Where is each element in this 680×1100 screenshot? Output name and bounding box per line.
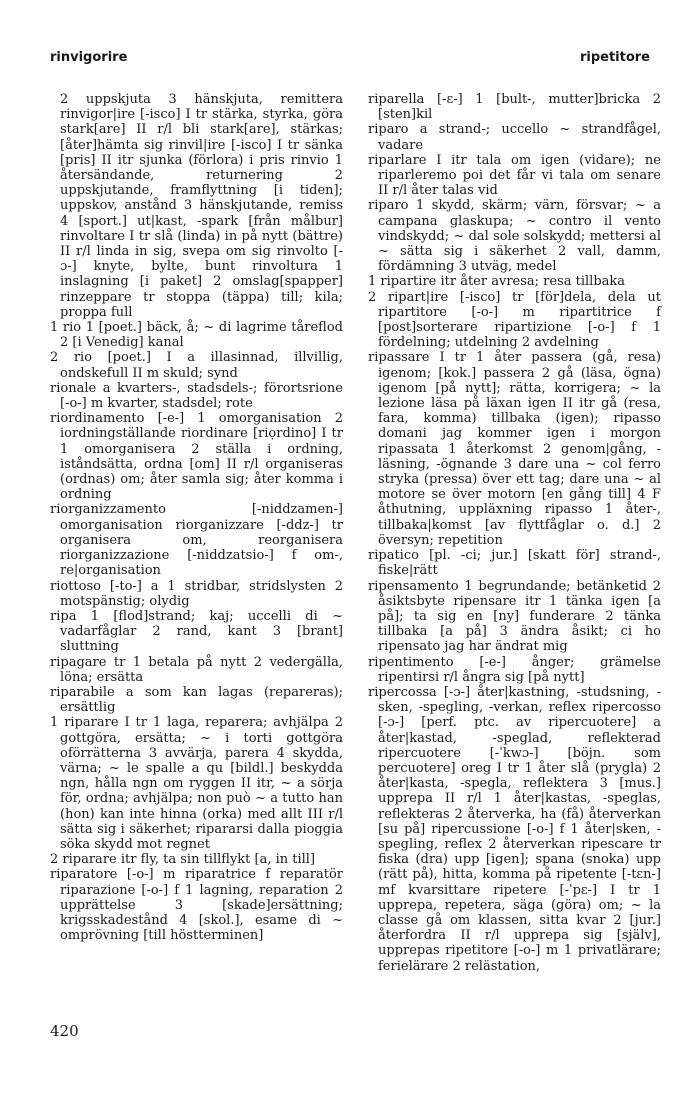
left-column: [50, 92, 343, 943]
dictionary-entry: ripagare tr 1 betala på nytt 2 vedergälla, löna; ersätta: [50, 654, 343, 685]
dictionary-entry: ripercossa [-ɔ-] åter|kastning, -studsning, -sken, -spegling, -verkan, reflex ripercosso [-ɔ-] [perf. ptc. av ripercuotere] a åter|kastad, -speglad, reflekterad ripercuotere [-ˈkwɔ-] [böjn. som percuotere] oreg I tr 1 åter slå (prygla) 2 åter|kasta, -spegla, reflektera 3 [mus.] upprepa II r/l 1 åter|kastas, -speglas, reflekteras 2 återverka, ha (få) återverkan [su på] ripercussione [-o-] f 1 åter|sken, -spegling, reflex 2 återverkan ripescare tr fiska (dra) upp [igen]; spana (snoka) upp (rätt på), hitta, komma på ripetente [-tɛn-] mf kvarsittare ripetere [-ˈpɛ-] I tr 1 upprepa, repetera, säga (göra) om; ~ la classe gå om klassen, sitta kvar 2 [jur.] återfordra II r/l upprepa sig [själv], upprepas ripetitore [-o-] m 1 privatlärare; ferielärare 2 relästation,: [368, 684, 661, 974]
left-guide-word: rinvigorire: [50, 50, 128, 65]
dictionary-entry: ripentimento [-e-] ånger; grämelse ripentirsi r/l ångra sig [på nytt]: [368, 654, 661, 685]
page-number: 420: [50, 1022, 79, 1040]
dictionary-entry: riordinamento [-e-] 1 omorganisation 2 iordningställande riordinare [riọrdino] I tr 1 omorganisera 2 ställa i ordning, iståndsätta, ordna [om] II r/l organiseras (ordnas) om; åter samla sig; åter komma i ordning: [50, 411, 343, 503]
dictionary-entry: riparo 1 skydd, skärm; värn, försvar; ~ a campana glaskupa; ~ contro il vento vindskydd; ~ dal sole solskydd; mettersi al ~ sätta sig i säkerhet 2 vall, damm, fördämning 3 utväg, medel: [368, 198, 661, 275]
right-column: [368, 92, 661, 974]
dictionary-entry: 1 ripartire itr åter avresa; resa tillbaka: [368, 274, 626, 290]
dictionary-entry: riparlare I itr tala om igen (vidare); ne riparleremo poi det får vi tala om senare II r/l åter talas vid: [368, 152, 661, 199]
right-guide-word: ripetitore: [579, 50, 650, 65]
dictionary-entry: riparatore [-o-] m riparatrice f reparatör riparazione [-o-] f 1 lagning, reparation 2 upprättelse 3 [skade]ersättning; krigsskadestånd 4 [skol.], esame di ~ omprövning [till höstterminen]: [50, 867, 343, 944]
dictionary-entry: 2 rio [poet.] I a illasinnad, illvillig, ondskefull II m skuld; synd: [50, 350, 343, 381]
dictionary-entry: riorganizzamento [-niddzamen-] omorganisation riorganizzare [-ddz-] tr organisera om, reorganisera riorganizzazione [-niddzatsio-] f om-, re|organisation: [50, 502, 343, 579]
dictionary-entry: 1 riparare I tr 1 laga, reparera; avhjälpa 2 gottgöra, ersätta; ~ i torti gottgöra oförrätterna 3 avvärja, parera 4 skydda, värna; ~ le spalle a qu [bildl.] beskydda ngn, hålla ngn om ryggen II itr, ~ a sörja för, ordna; avhjälpa; non può ~ a tutto han (hon) kan inte hinna (orka) med allt III r/l sätta sig i säkerhet; ripararsi dalla pioggia söka skydd mot regnet: [50, 715, 343, 852]
dictionary-entry: riparo a strand-; uccello ~ strandfågel, vadare: [368, 122, 661, 153]
dictionary-entry: ripassare I tr 1 åter passera (gå, resa) igenom; [kok.] passera 2 gå (läsa, ögna) igenom [på nytt]; rätta, korrigera; ~ la lezione läsa på läxan igen II itr gå (resa, fara, komma) tillbaka (igen); ripasso domani jag kommer igen i morgon ripassata 1 återkomst 2 genom|gång, -läsning, -ögnande 3 dare una ~ col ferro stryka (pressa) över ett tag; dare una ~ al motore se över motorn [en gång till] 4 F åthutning, uppläxning ripasso 1 åter-, tillbaka|komst [av flyttfåglar o. d.] 2 översyn; repetition: [368, 350, 661, 548]
dictionary-entry: 2 ripart|ire [-isco] tr [för]dela, dela ut ripartitore [-o-] m ripartitrice f [post]sorterare ripartizione [-o-] f 1 fördelning; utdelning 2 avdelning: [368, 289, 661, 351]
dictionary-entry: riottoso [-to-] a 1 stridbar, stridslysten 2 motspänstig; olydig: [50, 578, 343, 609]
dictionary-entry: riparabile a som kan lagas (repareras); ersättlig: [50, 684, 343, 716]
dictionary-entry: ripensamento 1 begrundande; betänketid 2 åsiktsbyte ripensare itr 1 tänka igen [a på]; ta sig en [ny] funderare 2 tänka tillbaka [a på] 3 ändra åsikt; ci ho ripensato jag har ändrat mig: [368, 578, 661, 655]
dictionary-entry: 2 riparare itr fly, ta sin tillflykt [a, in till]: [50, 852, 316, 868]
dictionary-entry: ripatico [pl. -ci; jur.] [skatt för] strand-, fiske|rätt: [368, 548, 661, 579]
dictionary-entry: ripa 1 [flod]strand; kaj; uccelli di ~ vadarfåglar 2 rand, kant 3 [brant] sluttning: [50, 608, 343, 655]
dictionary-entry: rionale a kvarters-, stadsdels-; förortsrione [-o-] m kvarter, stadsdel; rote: [50, 380, 343, 412]
dictionary-entry: 1 rio 1 [poet.] bäck, å; ~ di lagrime tåreflod 2 [i Venedig] kanal: [50, 320, 343, 351]
dictionary-entry: 2 uppskjuta 3 hänskjuta, remittera rinvigor|ire [-isco] I tr stärka, styrka, göra stark[are] II r/l bli stark[are], stärkas; [åter]hämta sig rinvil|ire [-isco] I tr sänka [pris] II itr sjunka (förlora) i pris rinvio 1 återsändande, returnering 2 uppskjutande, framflyttning [i tiden]; uppskov, anstånd 3 hänskjutande, remiss 4 [sport.] ut|kast, -spark [från målbur] rinvoltare I tr slå (linda) in på nytt (bättre) II r/l linda in sig, svepa om sig rinvolto [-ɔ-] knyte, bylte, bunt rinvoltura 1 inslagning [i paket] 2 omslag[spapper] rinzeppare tr stoppa (täppa) till; kila; proppa full: [60, 92, 343, 320]
dictionary-entry: riparella [-ɛ-] 1 [bult-, mutter]bricka 2 [sten]kil: [368, 92, 661, 123]
running-header: [50, 50, 650, 70]
